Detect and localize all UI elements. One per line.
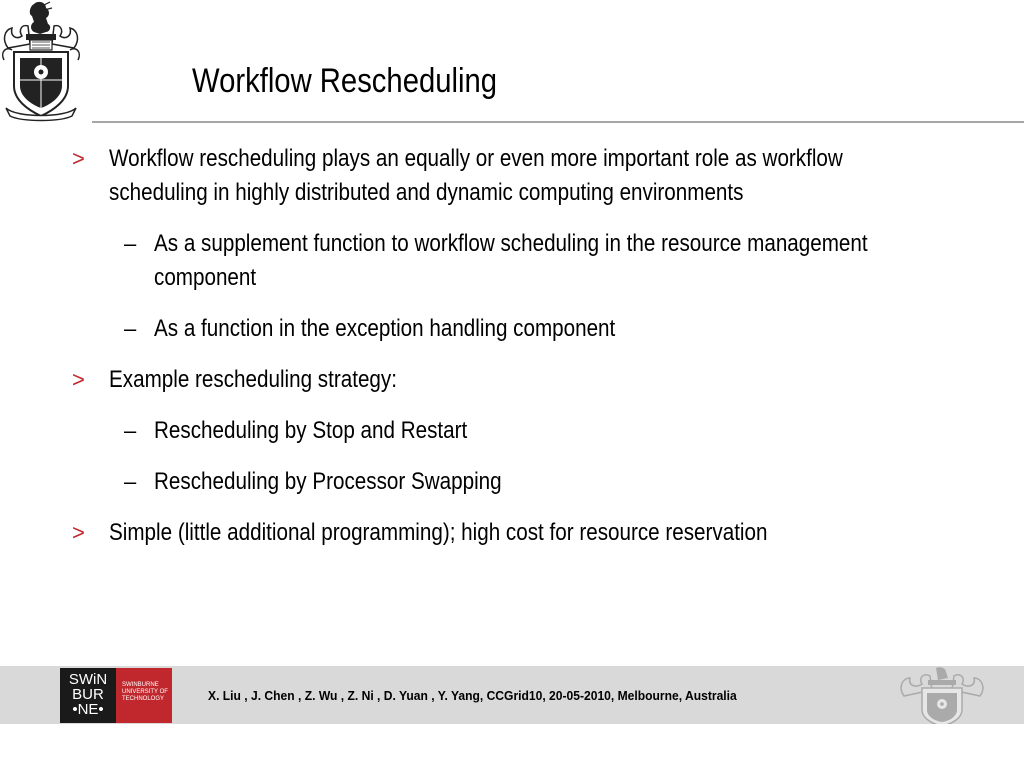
list-item-line: Workflow rescheduling plays an equally or even more important role as workflow xyxy=(109,145,843,172)
logo-mark xyxy=(60,668,116,723)
page-title: Workflow Rescheduling xyxy=(192,62,498,100)
list-item-line: Rescheduling by Processor Swapping xyxy=(154,468,502,495)
list-item-line: Rescheduling by Stop and Restart xyxy=(154,417,468,444)
logo-name-line: TECHNOLOGY xyxy=(122,696,165,702)
list-item xyxy=(154,227,984,295)
list-item xyxy=(109,516,875,550)
bullet-marker: > xyxy=(72,520,85,545)
list-item xyxy=(154,312,690,346)
sub-bullet-marker: – xyxy=(124,316,137,341)
sub-bullet-marker: – xyxy=(124,231,137,256)
list-item-line: As a function in the exception handling component xyxy=(154,315,616,342)
logo-mark-line: SWiN xyxy=(68,671,108,688)
footer-citation: X. Liu , J. Chen , Z. Wu , Z. Ni , D. Yuan , Y. Yang, CCGrid10, 20-05-2010, Melbourne, Australia xyxy=(208,688,737,703)
logo-name-line: SWINBURNE xyxy=(122,682,159,688)
list-item xyxy=(154,414,518,448)
list-item-line: Simple (little additional programming); high cost for resource reservation xyxy=(109,519,768,546)
list-item-line: As a supplement function to workflow scheduling in the resource management xyxy=(154,230,868,257)
swinburne-logo xyxy=(60,668,172,723)
sub-bullet-marker: – xyxy=(124,418,137,443)
logo-name-line: UNIVERSITY OF xyxy=(122,689,168,695)
logo-name xyxy=(116,668,172,723)
bullet-marker: > xyxy=(72,367,85,392)
logo-mark-line: •NE• xyxy=(72,701,104,718)
university-crest-watermark-icon xyxy=(894,666,990,724)
list-item xyxy=(109,142,962,210)
list-item-line: scheduling in highly distributed and dynamic computing environments xyxy=(109,179,744,206)
bullet-marker: > xyxy=(72,146,85,171)
list-item-line: component xyxy=(154,264,257,291)
logo-mark-line: BUR xyxy=(72,686,104,703)
list-item xyxy=(109,363,444,397)
list-item-line: Example rescheduling strategy: xyxy=(109,366,397,393)
sub-bullet-marker: – xyxy=(124,469,137,494)
list-item xyxy=(154,465,558,499)
